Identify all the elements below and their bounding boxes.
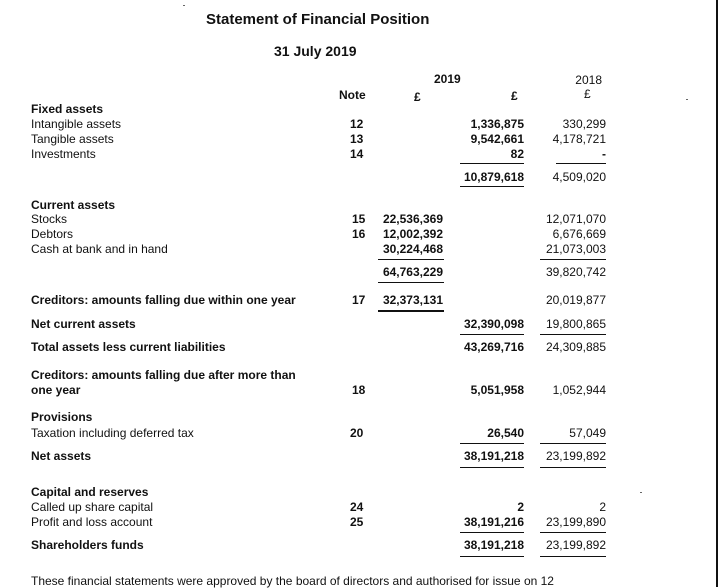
creditors-after-2019: 5,051,958 xyxy=(470,383,524,397)
total-assets-less-2018: 24,309,885 xyxy=(545,340,606,354)
creditors-within-2019: 32,373,131 xyxy=(382,293,443,307)
stocks-2019: 22,536,369 xyxy=(382,212,443,226)
profit-loss-2019: 38,191,216 xyxy=(463,515,524,529)
approval-footer: These financial statements were approved by the board of directors and authorised for issue on 12 xyxy=(31,574,554,588)
stocks-label: Stocks xyxy=(31,212,68,226)
intangible-2019: 1,336,875 xyxy=(470,117,524,131)
tangible-label: Tangible assets xyxy=(31,132,114,146)
statement-title: Statement of Financial Position xyxy=(206,11,430,28)
speck xyxy=(640,492,642,493)
taxation-rule-2018 xyxy=(540,443,606,444)
tangible-2018: 4,178,721 xyxy=(552,132,606,146)
cash-2018: 21,073,003 xyxy=(545,242,606,256)
cash-label: Cash at bank and in hand xyxy=(31,242,168,256)
creditors-after-note: 18 xyxy=(352,383,366,397)
taxation-2018: 57,049 xyxy=(569,426,606,440)
investments-label: Investments xyxy=(31,147,96,161)
debtors-label: Debtors xyxy=(31,227,74,241)
fixed-assets-underline-2019 xyxy=(460,186,524,187)
creditors-within-rule xyxy=(378,310,444,312)
investments-2019: 82 xyxy=(510,147,524,161)
currency-2019-inner: £ xyxy=(414,90,421,104)
current-assets-rule-2019 xyxy=(378,259,444,260)
note-header: Note xyxy=(339,88,366,102)
investments-2018: - xyxy=(602,147,606,161)
debtors-2018: 6,676,669 xyxy=(552,227,606,241)
intangible-note: 12 xyxy=(350,117,364,131)
net-assets-underline-2018 xyxy=(540,467,606,468)
tangible-note: 13 xyxy=(350,132,364,146)
intangible-2018: 330,299 xyxy=(562,117,606,131)
share-capital-label: Called up share capital xyxy=(31,500,154,514)
share-capital-2018: 2 xyxy=(599,500,606,514)
net-current-assets-rule-2019 xyxy=(460,334,524,335)
stocks-note: 15 xyxy=(352,212,366,226)
shareholders-funds-2019: 38,191,218 xyxy=(463,538,524,552)
current-assets-rule-2018 xyxy=(540,259,606,260)
cash-2019: 30,224,468 xyxy=(382,242,443,256)
fixed-assets-rule-2018 xyxy=(556,163,606,164)
statement-date: 31 July 2019 xyxy=(274,43,357,59)
year-header-2019: 2019 xyxy=(434,72,461,86)
fixed-assets-total-2019: 10,879,618 xyxy=(463,170,524,184)
net-assets-underline-2019 xyxy=(460,467,524,468)
stocks-2018: 12,071,070 xyxy=(545,212,606,226)
debtors-note: 16 xyxy=(352,227,366,241)
taxation-label: Taxation including deferred tax xyxy=(31,426,194,440)
creditors-within-2018: 20,019,877 xyxy=(545,293,606,307)
shareholders-underline-2019 xyxy=(460,556,524,557)
shareholders-funds-2018: 23,199,892 xyxy=(545,538,606,552)
creditors-after-2018: 1,052,944 xyxy=(552,383,606,397)
share-capital-2019: 2 xyxy=(517,500,524,514)
net-assets-2018: 23,199,892 xyxy=(545,449,606,463)
year-header-2018: 2018 xyxy=(575,73,602,87)
share-capital-note: 24 xyxy=(350,500,364,514)
profit-loss-note: 25 xyxy=(350,515,364,529)
total-assets-less-label: Total assets less current liabilities xyxy=(31,340,226,354)
taxation-2019: 26,540 xyxy=(487,426,524,440)
net-current-assets-rule-2018 xyxy=(540,334,606,335)
total-assets-less-2019: 43,269,716 xyxy=(463,340,524,354)
net-assets-label: Net assets xyxy=(31,449,92,463)
profit-loss-2018: 23,199,890 xyxy=(545,515,606,529)
fixed-assets-heading: Fixed assets xyxy=(31,102,104,116)
currency-2018: £ xyxy=(584,87,591,101)
creditors-after-label-line1: Creditors: amounts falling due after more than xyxy=(31,368,296,382)
fixed-assets-rule-2019 xyxy=(460,163,524,164)
speck xyxy=(183,5,185,6)
creditors-within-label: Creditors: amounts falling due within one year xyxy=(31,293,296,307)
current-assets-total-2018: 39,820,742 xyxy=(545,265,606,279)
tangible-2019: 9,542,661 xyxy=(470,132,524,146)
current-assets-underline-2019 xyxy=(378,282,444,283)
shareholders-underline-2018 xyxy=(540,556,606,557)
taxation-rule-2019 xyxy=(460,443,524,444)
taxation-note: 20 xyxy=(350,426,364,440)
shareholders-funds-label: Shareholders funds xyxy=(31,538,144,552)
net-assets-2019: 38,191,218 xyxy=(463,449,524,463)
fixed-assets-total-2018: 4,509,020 xyxy=(552,170,606,184)
intangible-label: Intangible assets xyxy=(31,117,122,131)
capital-rule-2018 xyxy=(540,532,606,533)
provisions-heading: Provisions xyxy=(31,410,93,424)
creditors-within-note: 17 xyxy=(352,293,366,307)
investments-note: 14 xyxy=(350,147,364,161)
debtors-2019: 12,002,392 xyxy=(382,227,443,241)
net-current-assets-2019: 32,390,098 xyxy=(463,317,524,331)
capital-rule-2019 xyxy=(460,532,524,533)
net-current-assets-2018: 19,800,865 xyxy=(545,317,606,331)
currency-2019-outer: £ xyxy=(511,89,518,103)
creditors-after-label-line2: one year xyxy=(31,383,81,397)
profit-loss-label: Profit and loss account xyxy=(31,515,153,529)
current-assets-total-2019: 64,763,229 xyxy=(382,265,443,279)
capital-heading: Capital and reserves xyxy=(31,485,149,499)
net-current-assets-label: Net current assets xyxy=(31,317,136,331)
speck xyxy=(686,99,688,100)
current-assets-heading: Current assets xyxy=(31,198,116,212)
